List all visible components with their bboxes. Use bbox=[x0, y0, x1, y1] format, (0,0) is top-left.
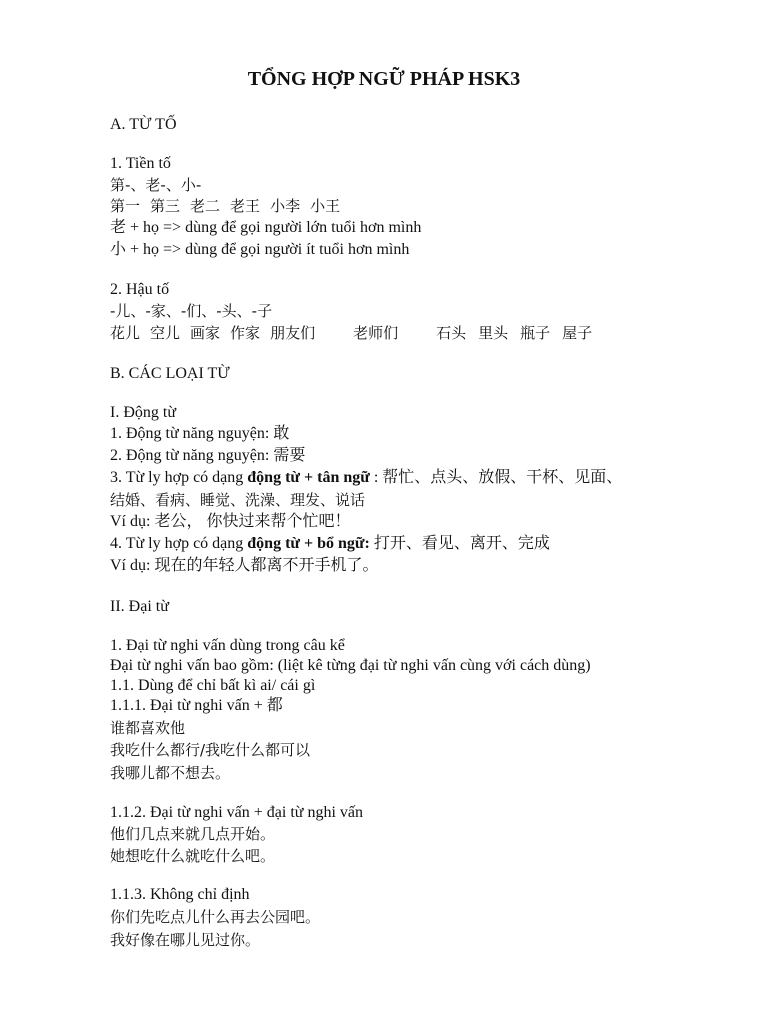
prefix-rule-young: 小 + họ => dùng để gọi người ít tuổi hơn mình bbox=[110, 241, 410, 258]
verbs-example-2: Ví dụ: 现在的年轻人都离不开手机了。 bbox=[110, 557, 379, 574]
verbs-item-3-continued: 结婚、看病、睡觉、洗澡、理发、说话 bbox=[110, 491, 366, 509]
pronouns-item-1: 1. Đại từ nghi vấn dùng trong câu kể bbox=[110, 637, 345, 654]
verbs-item-2: 2. Động từ năng nguyện: 需要 bbox=[110, 447, 306, 464]
pronouns-intro: Đại từ nghi vấn bao gồm: (liệt kê từng đại từ nghi vấn cùng với cách dùng) bbox=[110, 657, 591, 674]
verbs-heading: I. Động từ bbox=[110, 404, 176, 421]
verbs-item-4-prefix: 4. Từ ly hợp có dạng bbox=[110, 535, 248, 552]
suffix-list: -儿、-家、-们、-头、-子 bbox=[110, 302, 273, 320]
pronouns-sub-1-1: 1.1. Dùng để chỉ bất kì ai/ cái gì bbox=[110, 677, 316, 694]
verbs-item-3-prefix: 3. Từ ly hợp có dạng bbox=[110, 469, 248, 486]
verbs-example-1: Ví dụ: 老公， 你快过来帮个忙吧！ bbox=[110, 513, 351, 530]
document-title: TỔNG HỢP NGỮ PHÁP HSK3 bbox=[247, 68, 521, 90]
suffix-example: 瓶子 bbox=[520, 324, 551, 342]
prefix-example: 第一 bbox=[110, 197, 141, 215]
suffix-example: 朋友们 bbox=[270, 324, 316, 342]
suffix-example: 里头 bbox=[478, 324, 509, 342]
verbs-item-4 bbox=[110, 534, 550, 554]
suffix-example: 画家 bbox=[190, 324, 221, 342]
verbs-item-3-list: : 帮忙、点头、放假、干杯、见面、 bbox=[369, 469, 623, 486]
prefix-examples bbox=[110, 196, 340, 216]
prefix-list: 第-、老-、小- bbox=[110, 176, 202, 194]
pronouns-heading: II. Đại từ bbox=[110, 598, 169, 615]
suffix-example: 石头 bbox=[436, 324, 467, 342]
suffix-example: 花儿 bbox=[110, 324, 141, 342]
example-sentence: 你们先吃点儿什么再去公园吧。 bbox=[110, 908, 321, 926]
suffix-heading: 2. Hậu tố bbox=[110, 281, 170, 298]
prefix-rule-old: 老 + họ => dùng để gọi người lớn tuổi hơn mình bbox=[110, 219, 422, 236]
verbs-item-1: 1. Động từ năng nguyện: 敢 bbox=[110, 425, 290, 442]
example-sentence: 谁都喜欢他 bbox=[110, 719, 186, 737]
verbs-item-4-pattern: động từ + bổ ngữ: bbox=[247, 535, 370, 552]
prefix-example: 第三 bbox=[150, 197, 181, 215]
suffix-examples bbox=[110, 323, 592, 343]
example-sentence: 我哪儿都不想去。 bbox=[110, 764, 231, 782]
prefix-example: 老王 bbox=[230, 197, 261, 215]
pronouns-sub-1-1-3: 1.1.3. Không chỉ định bbox=[110, 886, 250, 903]
suffix-example: 屋子 bbox=[562, 324, 593, 342]
prefix-example: 小李 bbox=[270, 197, 301, 215]
pronouns-sub-1-1-2: 1.1.2. Đại từ nghi vấn + đại từ nghi vấn bbox=[110, 804, 363, 821]
section-b-heading: B. CÁC LOẠI TỪ bbox=[110, 365, 230, 382]
verbs-item-3 bbox=[110, 468, 622, 488]
prefix-example: 小王 bbox=[310, 197, 341, 215]
example-sentence: 我吃什么都行/我吃什么都可以 bbox=[110, 741, 311, 759]
example-sentence: 我好像在哪儿见过你。 bbox=[110, 931, 261, 949]
pronouns-sub-1-1-1: 1.1.1. Đại từ nghi vấn + 都 bbox=[110, 697, 283, 714]
suffix-example: 作家 bbox=[230, 324, 261, 342]
verbs-item-4-list: 打开、看见、离开、完成 bbox=[369, 535, 550, 552]
example-sentence: 他们几点来就几点开始。 bbox=[110, 825, 276, 843]
prefix-example: 老二 bbox=[190, 197, 221, 215]
suffix-example: 空儿 bbox=[150, 324, 181, 342]
suffix-example: 老师们 bbox=[353, 324, 399, 342]
verbs-item-3-pattern: động từ + tân ngữ bbox=[247, 469, 370, 486]
prefix-heading: 1. Tiền tố bbox=[110, 155, 171, 172]
section-a-heading: A. TỪ TỐ bbox=[110, 116, 177, 133]
example-sentence: 她想吃什么就吃什么吧。 bbox=[110, 847, 276, 865]
